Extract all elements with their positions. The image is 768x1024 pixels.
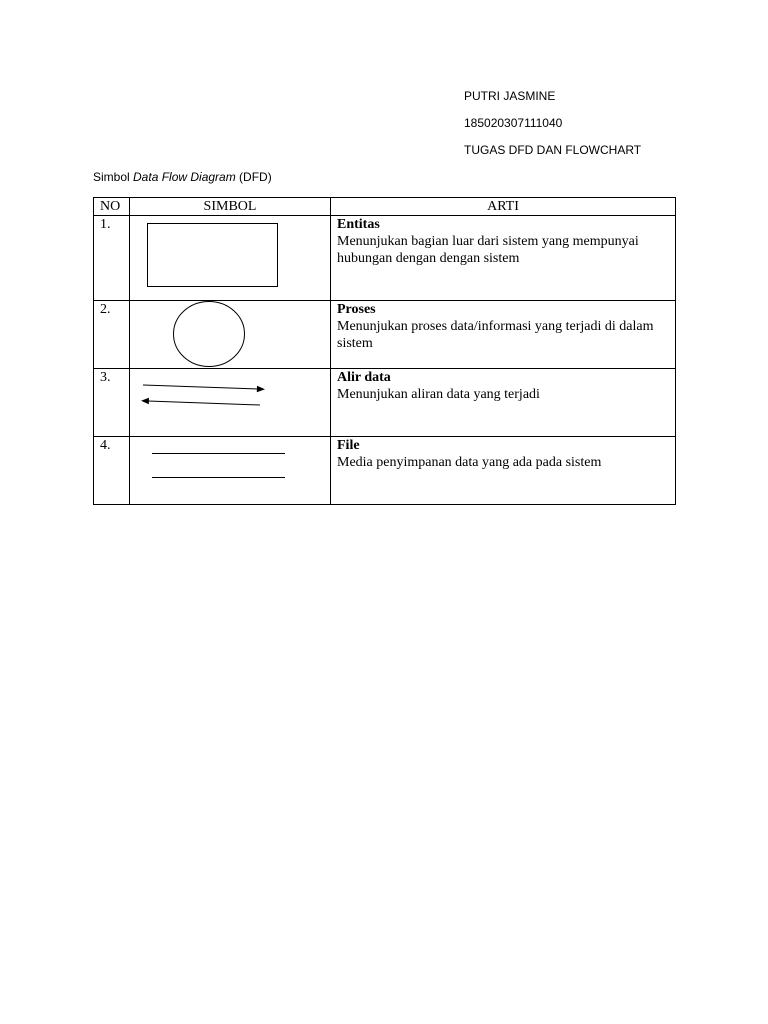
document-title — [93, 170, 272, 184]
header-no: NO — [94, 198, 130, 216]
row-number: 2. — [94, 301, 130, 369]
student-id: 185020307111040 — [464, 116, 563, 130]
term-description: Menunjukan bagian luar dari sistem yang mempunyai hubungan dengan dengan sistem — [337, 234, 639, 266]
term-label: Proses — [337, 302, 376, 317]
symbol-cell — [130, 216, 331, 301]
term-description: Menunjukan proses data/informasi yang terjadi di dalam sistem — [337, 319, 654, 351]
header-symbol: SIMBOL — [130, 198, 331, 216]
process-circle-symbol — [130, 301, 331, 368]
table-row — [94, 437, 676, 505]
term-description: Media penyimpanan data yang ada pada sistem — [337, 455, 602, 470]
row-number: 3. — [94, 369, 130, 437]
meaning-cell — [331, 301, 676, 369]
title-suffix: (DFD) — [235, 170, 272, 184]
data-flow-arrows-symbol — [130, 369, 331, 436]
dfd-symbol-table — [93, 197, 676, 505]
author-name: PUTRI JASMINE — [464, 89, 556, 103]
row-number: 1. — [94, 216, 130, 301]
row-number: 4. — [94, 437, 130, 505]
header-meaning: ARTI — [331, 198, 676, 216]
meaning-cell — [331, 369, 676, 437]
symbol-cell — [130, 369, 331, 437]
title-prefix: Simbol — [93, 170, 134, 184]
term-label: File — [337, 438, 360, 453]
meaning-cell — [331, 437, 676, 505]
term-label: Alir data — [337, 370, 391, 385]
table-row — [94, 369, 676, 437]
file-parallel-lines-symbol — [130, 437, 331, 504]
symbol-cell — [130, 437, 331, 505]
term-description: Menunjukan aliran data yang terjadi — [337, 387, 540, 402]
term-label: Entitas — [337, 217, 380, 232]
symbol-cell — [130, 301, 331, 369]
entity-rectangle-symbol — [130, 216, 331, 300]
table-header-row — [94, 198, 676, 216]
title-italic: Data Flow Diagram — [133, 170, 236, 184]
table-row — [94, 301, 676, 369]
task-title: TUGAS DFD DAN FLOWCHART — [464, 143, 642, 157]
meaning-cell — [331, 216, 676, 301]
table-row — [94, 216, 676, 301]
